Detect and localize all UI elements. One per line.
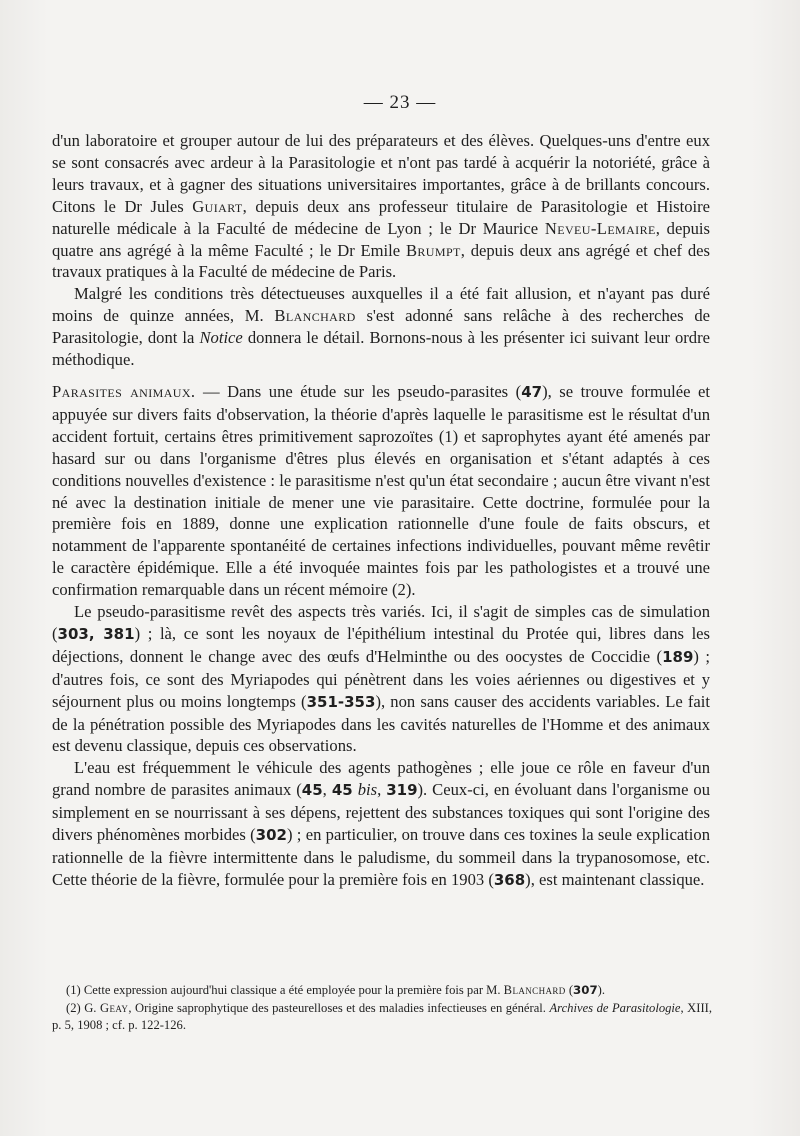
person-name: Geay	[99, 1000, 129, 1015]
text-run: (2) G.	[66, 1000, 100, 1015]
footnote	[52, 982, 712, 1000]
text-run: ) ; d'autres fois, ce sont des Myriapodes qui pénètrent dans les voies aériennes ou digestives et y séjournent plus ou moins longtemps (	[52, 646, 710, 711]
footnote	[52, 1000, 712, 1035]
paragraph	[52, 757, 710, 891]
italic-term: Notice	[199, 328, 243, 348]
reference-number: 189	[662, 647, 694, 666]
text-run: Le pseudo-parasitisme revêt des aspects très variés. Ici, il s'agit de simples cas de simulation (	[52, 602, 710, 643]
text-run: Malgré les conditions très détectueuses auxquelles il a été fait allusion, et n'ayant pas duré moins de quinze années, M.	[52, 284, 710, 326]
text-run: ,	[322, 780, 332, 800]
reference-number: 319	[386, 781, 418, 800]
text-run: , depuis deux ans agrégé et chef des travaux pratiques à la Faculté de médecine de Paris.	[52, 240, 710, 282]
text-run: s'est adonné sans relâche à des recherches de Parasitologie, dont la	[52, 306, 710, 348]
page-number: — 23 —	[363, 92, 437, 113]
paragraph	[52, 381, 710, 601]
reference-number: 45	[331, 781, 353, 800]
person-name: Neveu-Lemaire	[544, 218, 656, 238]
paragraph	[52, 283, 710, 371]
text-run: donnera le détail. Bornons-nous à les présenter ici suivant leur ordre méthodique.	[52, 328, 710, 370]
text-run: d'un laboratoire et grouper autour de lui des préparateurs et des élèves. Quelques-uns d'entre eux se sont consacrés avec ardeur à la Parasitologie et n'ont pas tardé à acquérir la notoriété, grâce à leurs travaux, et à gagner des situations universitaires importantes, grâce à de brillants concours. Citons le Dr Jules	[52, 131, 710, 216]
section-heading: Parasites animaux.	[52, 381, 196, 401]
text-run: ,	[377, 780, 387, 800]
text-run: ).	[597, 983, 605, 997]
reference-number: 351-353	[306, 692, 376, 711]
text-run: ). Ceux-ci, en évoluant dans l'organisme ou simplement en se nourrissant à ses dépens, rejettent des substances toxiques qui sont l'origine des divers phénomènes morbides (	[52, 780, 711, 845]
body-text	[52, 130, 710, 892]
paragraph	[52, 130, 710, 283]
person-name: Blanchard	[274, 306, 356, 326]
text-run: ), se trouve formulée et appuyée sur divers faits d'observation, la théorie d'après laquelle le parasitisme est le résultat d'un accident fortuit, certains êtres primitivement saprozoïtes (1) et saprophytes ayant été amenés par hasard sur ou dans l'organisme d'êtres plus élevés en organisation et s'étant adaptés à ces conditions nouvelles d'existence : le parasitisme n'est qu'un état secondaire ; aucun être vivant n'est né avec la destination initiale de mener une vie parasitaire. Cette doctrine, formulée pour la première fois en 1889, donne une explication rationnelle d'une foule de faits obscurs, et notamment de l'apparente spontanéité de certaines infections individuelles, pouvant même revêtir le caractère épidémique. Elle a été invoquée maintes fois par les pathologistes et a trouvé une confirmation remarquable dans un récent mémoire (2).	[52, 381, 711, 600]
text-run: ), est maintenant classique.	[525, 869, 705, 889]
text-run: , Origine saprophytique des pasteurelloses et des maladies infectieuses en général.	[128, 1000, 550, 1015]
reference-number: 307	[573, 983, 598, 997]
journal-title: Archives de Parasitologie	[549, 1000, 681, 1015]
person-name: Blanchard	[503, 983, 566, 997]
text-run: , depuis deux ans professeur titulaire de Parasitologie et Histoire naturelle médicale à la Faculté de médecine de Lyon ; le Dr Maurice	[52, 196, 711, 238]
reference-number: 368	[493, 870, 526, 889]
text-run: L'eau est fréquemment le véhicule des agents pathogènes ; elle joue ce rôle en faveur d'un grand nombre de parasites animaux (	[52, 758, 710, 800]
reference-number: 303, 381	[57, 624, 135, 643]
paragraph	[52, 601, 710, 757]
person-name: Guiart	[192, 196, 243, 216]
text-run: (	[565, 983, 574, 997]
text-run: ) ; là, ce sont les noyaux de l'épithélium intestinal du Protée qui, libres dans les déjections, donnent le change avec des œufs d'Helminthe ou des oocystes de Coccidie (	[52, 623, 711, 666]
text-run: ), non sans causer des accidents variables. Le fait de la pénétration possible des Myriapodes dans les cavités naturelles de l'Homme et des animaux est devenu classique, depuis ces observations.	[52, 691, 710, 756]
text-run: , XIII, p. 5, 1908 ; cf. p. 122-126.	[52, 1000, 713, 1032]
italic-term: bis	[357, 780, 378, 800]
reference-number: 47	[521, 382, 543, 401]
person-name: Brumpt	[405, 240, 461, 260]
reference-number: 302	[255, 826, 287, 845]
footnotes	[52, 982, 712, 1035]
text-run: , depuis quatre ans agrégé à la même Faculté ; le Dr Emile	[52, 218, 710, 260]
text-run: (1) Cette expression aujourd'hui classique a été employée pour la première fois par M.	[66, 983, 504, 997]
text-run: — Dans une étude sur les pseudo-parasites (	[195, 381, 522, 401]
text-run: ) ; en particulier, on trouve dans ces toxines la seule explication rationnelle de la fièvre intermittente dans le paludisme, du sommeil dans la trypanosomose, etc. Cette théorie de la fièvre, formulée pour la première fois en 1903 (	[52, 825, 710, 889]
reference-number: 45	[301, 781, 323, 800]
